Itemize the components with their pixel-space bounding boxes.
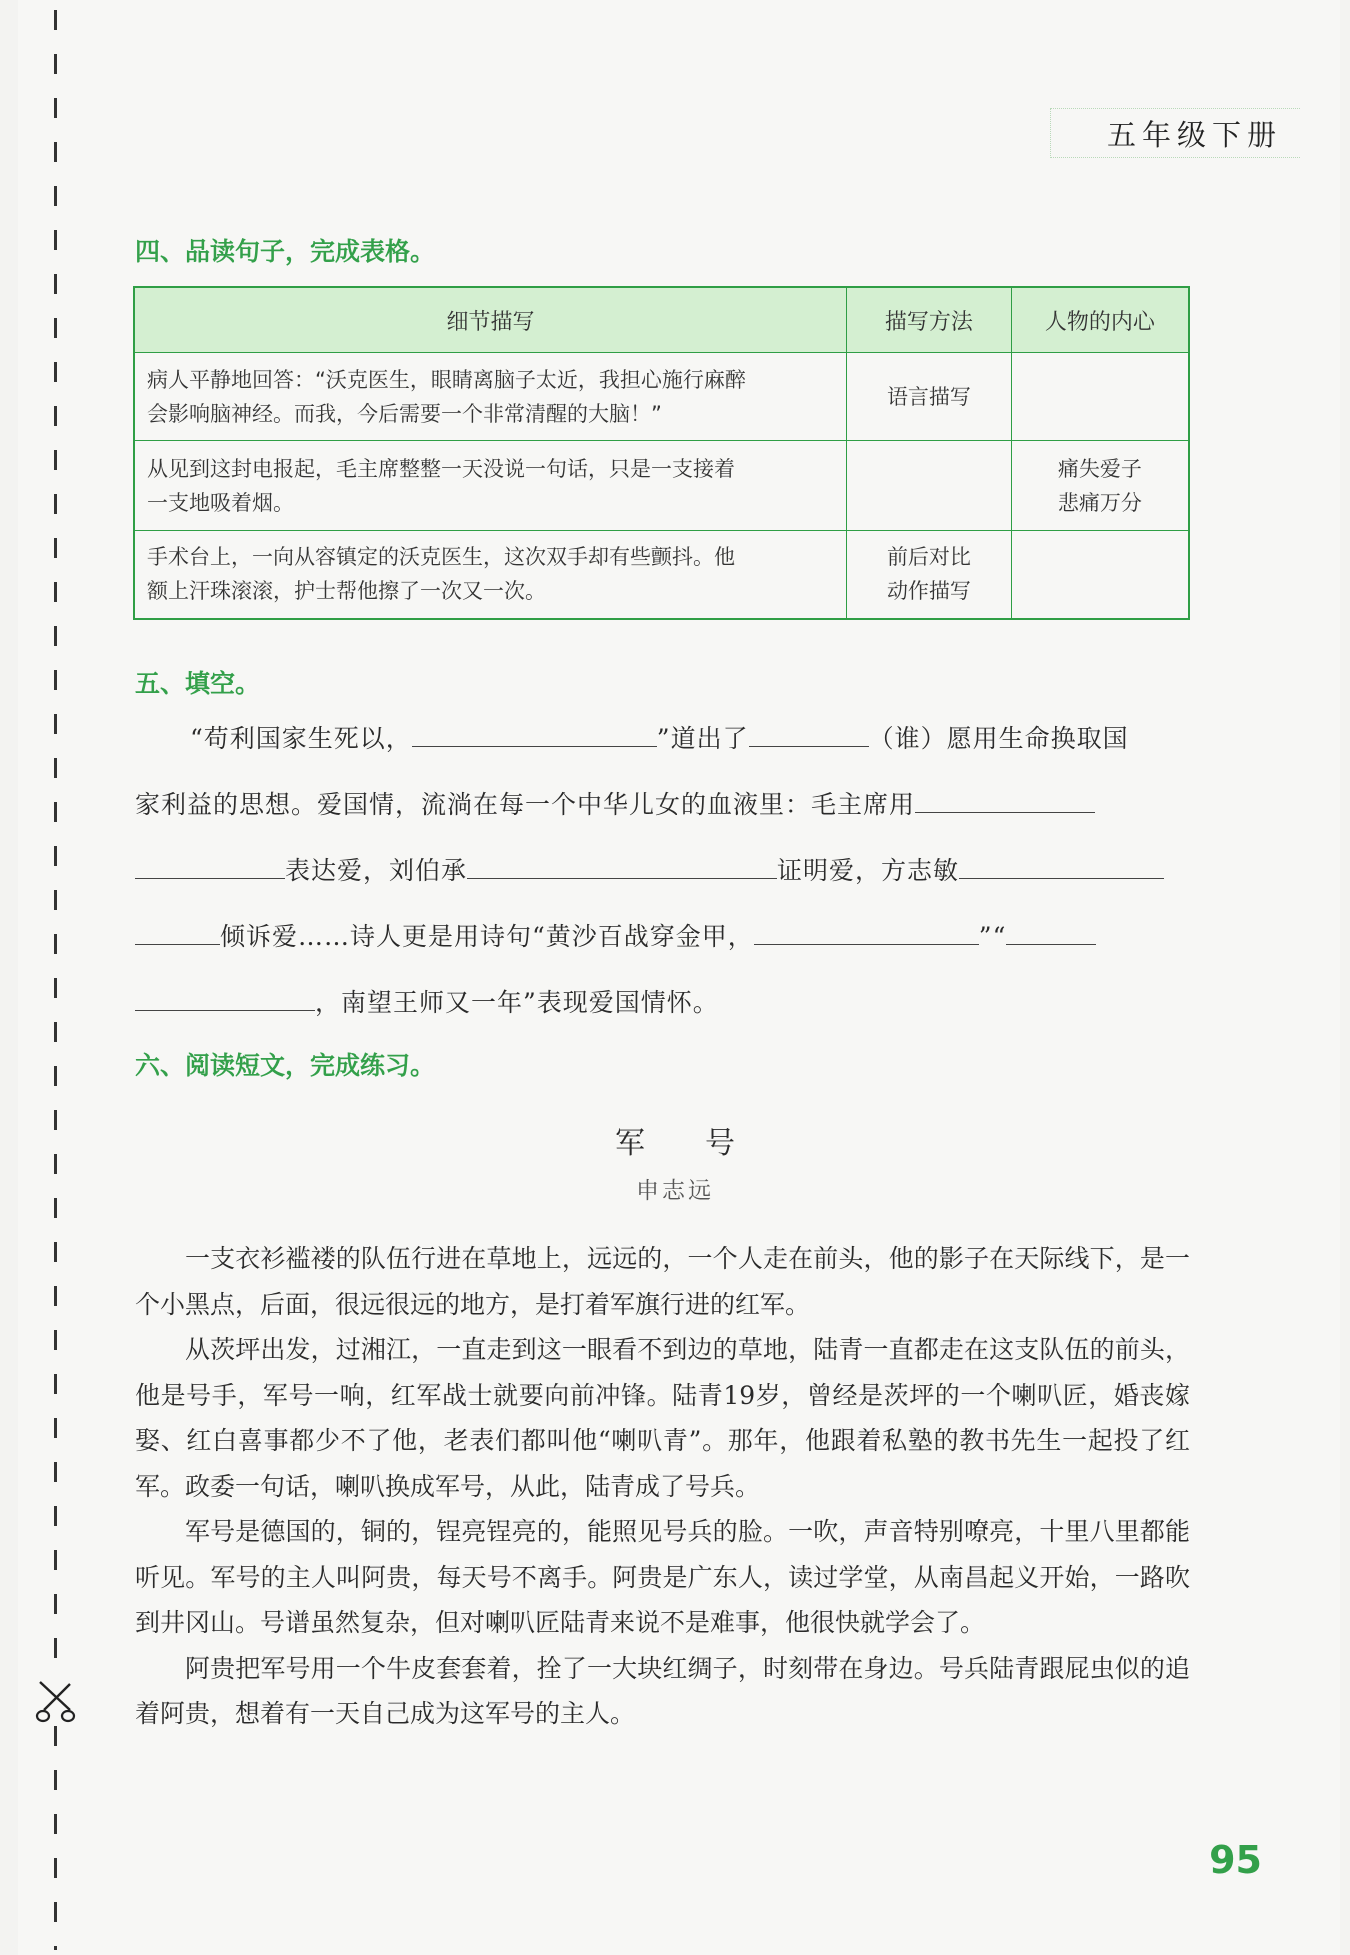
fill-text: ”道出了 xyxy=(656,724,749,753)
heart-cell xyxy=(1011,441,1189,531)
story-paragraph: 从茨坪出发，过湘江，一直走到这一眼看不到边的草地，陆青一直都走在这支队伍的前头，他是号手，军号一响，红军战士就要向前冲锋。陆青19岁，曾经是茨坪的一个喇叭匠，婚丧嫁娶、红白喜事都少不了他，老表们都叫他“喇叭青”。那年，他跟着私塾的教书先生一起投了红军。政委一句话，喇叭换成军号，从此，陆青成了号兵。 xyxy=(135,1335,1190,1501)
section-4-title: 四、品读句子，完成表格。 xyxy=(135,237,436,266)
blank-line[interactable] xyxy=(915,786,1095,813)
method-line: 前后对比 xyxy=(886,545,971,570)
table-row xyxy=(134,531,1189,619)
heart-answer-cell[interactable] xyxy=(1011,531,1189,619)
method-line: 语言描写 xyxy=(886,384,971,409)
blank-line[interactable] xyxy=(135,918,220,945)
blank-line[interactable] xyxy=(1006,918,1096,945)
fill-text: “苟利国家生死以， xyxy=(190,724,412,753)
blank-line[interactable] xyxy=(135,984,315,1011)
blank-line[interactable] xyxy=(749,720,869,747)
detail-line: 额上汗珠滚滚，护士帮他擦了一次又一次。 xyxy=(147,579,546,604)
table-header-row xyxy=(134,287,1189,353)
detail-line: 病人平静地回答：“沃克医生，眼睛离脑子太近，我担心施行麻醉 xyxy=(147,367,746,392)
page-number: 95 xyxy=(1209,1838,1262,1882)
heart-line: 痛失爱子 xyxy=(1057,456,1142,481)
blank-line[interactable] xyxy=(754,918,979,945)
table-row xyxy=(134,441,1189,531)
grade-label: 五年级下册 xyxy=(1050,108,1300,158)
fill-text: 证明爱，方志敏 xyxy=(777,856,960,885)
column-header: 描写方法 xyxy=(847,287,1012,353)
column-header: 细节描写 xyxy=(134,287,847,353)
method-answer-cell[interactable] xyxy=(847,441,1012,531)
detail-cell xyxy=(134,441,847,531)
story-body xyxy=(135,1236,1190,1737)
table-row xyxy=(134,353,1189,441)
blank-line[interactable] xyxy=(959,852,1164,879)
fill-text: ，南望王师又一年”表现爱国情怀。 xyxy=(315,988,719,1017)
fill-text: 家利益的思想。爱国情，流淌在每一个中华儿女的血液里：毛主席用 xyxy=(135,790,916,819)
method-cell xyxy=(847,353,1012,441)
fill-in-blanks xyxy=(135,706,1190,1036)
heart-line: 悲痛万分 xyxy=(1057,490,1142,515)
method-line: 动作描写 xyxy=(886,579,971,604)
section-5-title: 五、填空。 xyxy=(135,669,261,698)
detail-line: 一支地吸着烟。 xyxy=(147,490,294,515)
blank-line[interactable] xyxy=(135,852,285,879)
detail-cell xyxy=(134,531,847,619)
fill-text: （谁）愿用生命换取国 xyxy=(868,724,1129,753)
blank-line[interactable] xyxy=(412,720,657,747)
cut-line xyxy=(54,10,57,1950)
column-header: 人物的内心 xyxy=(1011,287,1189,353)
fill-text: ”“ xyxy=(978,922,1007,951)
heart-answer-cell[interactable] xyxy=(1011,353,1189,441)
detail-line: 从见到这封电报起，毛主席整整一天没说一句话，只是一支接着 xyxy=(147,456,735,481)
fill-text: 倾诉爱……诗人更是用诗句“黄沙百战穿金甲， xyxy=(220,922,754,951)
story-title: 军号 xyxy=(615,1126,795,1161)
detail-line: 手术台上，一向从容镇定的沃克医生，这次双手却有些颤抖。他 xyxy=(147,545,735,570)
story-paragraph: 阿贵把军号用一个牛皮套套着，拴了一大块红绸子，时刻带在身边。号兵陆青跟屁虫似的追着阿贵，想着有一天自己成为这军号的主人。 xyxy=(135,1653,1190,1728)
story-paragraph: 军号是德国的，铜的，锃亮锃亮的，能照见号兵的脸。一吹，声音特别嘹亮，十里八里都能听见。军号的主人叫阿贵，每天号不离手。阿贵是广东人，读过学堂，从南昌起义开始，一路吹到井冈山。号谱虽然复杂，但对喇叭匠陆青来说不是难事，他很快就学会了。 xyxy=(135,1517,1190,1637)
detail-cell xyxy=(134,353,847,441)
section-6-title: 六、阅读短文，完成练习。 xyxy=(135,1051,436,1080)
detail-line: 会影响脑神经。而我，今后需要一个非常清醒的大脑！” xyxy=(147,401,662,426)
story-author: 申志远 xyxy=(636,1178,714,1204)
blank-line[interactable] xyxy=(467,852,777,879)
description-table xyxy=(133,286,1190,620)
fill-text: 表达爱，刘伯承 xyxy=(285,856,468,885)
scissors-icon xyxy=(34,1680,82,1724)
method-cell xyxy=(847,531,1012,619)
story-paragraph: 一支衣衫褴褛的队伍行进在草地上，远远的，一个人走在前头，他的影子在天际线下，是一个小黑点，后面，很远很远的地方，是打着军旗行进的红军。 xyxy=(135,1244,1190,1319)
